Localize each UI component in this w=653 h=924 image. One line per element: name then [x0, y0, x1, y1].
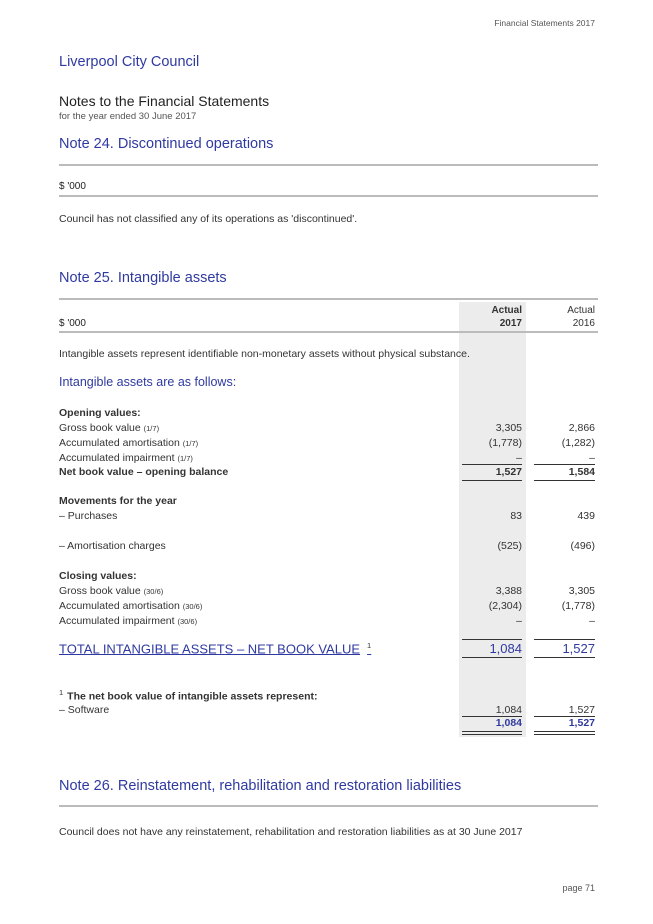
table-cell-2016: (1,778) — [561, 600, 595, 612]
note25-title: Note 25. Intangible assets — [59, 270, 227, 286]
opening-heading: Opening values: — [59, 407, 141, 419]
table-row-label: Accumulated impairment (1/7) — [59, 452, 193, 464]
note24-unit: $ '000 — [59, 181, 86, 192]
table-cell-2016: 439 — [577, 510, 595, 522]
movements-heading: Movements for the year — [59, 495, 177, 507]
table-cell-2016: 1,527 — [568, 704, 595, 716]
doc-title: Notes to the Financial Statements — [59, 93, 270, 109]
table-row-label: Accumulated amortisation (1/7) — [59, 437, 199, 449]
note26-title: Note 26. Reinstatement, rehabilitation and restoration liabilities — [59, 778, 462, 794]
total-label: TOTAL INTANGIBLE ASSETS – NET BOOK VALUE $^1$ — [59, 641, 372, 657]
doc-period: for the year ended 30 June 2017 — [59, 111, 197, 122]
table-cell-2017: 3,388 — [495, 585, 522, 597]
note25-intro: Intangible assets represent identifiable non-monetary assets without physical substance. — [59, 348, 470, 360]
opening-total-2016: 1,584 — [568, 466, 595, 478]
table-cell-2017: – — [516, 615, 522, 627]
table-cell-2016: – — [589, 615, 595, 627]
total-underline — [462, 731, 522, 732]
total-double-underline — [462, 734, 522, 735]
col-2017-line2: 2017 — [499, 318, 522, 329]
table-cell-2017: (2,304) — [488, 600, 522, 612]
subtotal-rule — [534, 464, 595, 465]
table-cell-2017: (525) — [497, 540, 522, 552]
footnote-heading: $^1$ The net book value of intangible assets represent: — [59, 688, 318, 703]
col-2016-line2: 2016 — [572, 318, 595, 329]
table-cell-2017: – — [516, 452, 522, 464]
total-2016: 1,527 — [562, 641, 595, 656]
divider — [59, 298, 598, 300]
table-cell-2016: (496) — [570, 540, 595, 552]
total-2017: 1,084 — [489, 641, 522, 656]
divider — [59, 331, 598, 333]
total-underline — [462, 480, 522, 481]
table-cell-2017: 3,305 — [495, 422, 522, 434]
note24-title: Note 24. Discontinued operations — [59, 136, 274, 152]
note25-unit: $ '000 — [59, 318, 86, 329]
table-row-label: Accumulated amortisation (30/6) — [59, 600, 203, 612]
table-row-label: Gross book value (30/6) — [59, 585, 164, 597]
divider — [59, 195, 598, 197]
total-underline — [534, 657, 595, 658]
total-double-underline — [534, 734, 595, 735]
table-cell-2017: 83 — [510, 510, 522, 522]
table-row-label: – Software — [59, 704, 110, 716]
table-row-label: – Purchases — [59, 510, 118, 522]
council-name: Liverpool City Council — [59, 54, 200, 70]
footnote-total-2017: 1,084 — [495, 717, 522, 729]
table-cell-2016: – — [589, 452, 595, 464]
table-cell-2016: 2,866 — [568, 422, 595, 434]
opening-total-label: Net book value – opening balance — [59, 466, 229, 478]
total-underline — [534, 480, 595, 481]
note24-text: Council has not classified any of its operations as 'discontinued'. — [59, 213, 358, 225]
divider — [59, 805, 598, 807]
col-2016-line1: Actual — [567, 305, 595, 316]
total-underline — [534, 731, 595, 732]
footnote-total-2016: 1,527 — [568, 717, 595, 729]
divider — [59, 164, 598, 166]
table-cell-2016: (1,282) — [561, 437, 595, 449]
table-cell-2017: (1,778) — [488, 437, 522, 449]
table-cell-2017: 1,084 — [495, 704, 522, 716]
running-header: Financial Statements 2017 — [494, 18, 595, 28]
closing-heading: Closing values: — [59, 570, 137, 582]
opening-total-2017: 1,527 — [495, 466, 522, 478]
total-underline — [462, 657, 522, 658]
note26-text: Council does not have any reinstatement, rehabilitation and restoration liabilities as at 30 June 2017 — [59, 826, 523, 838]
page-number: page 71 — [562, 883, 595, 893]
table-row-label: – Amortisation charges — [59, 540, 166, 552]
table-cell-2016: 3,305 — [568, 585, 595, 597]
note25-subheading: Intangible assets are as follows: — [59, 375, 237, 389]
subtotal-rule — [534, 639, 595, 640]
col-2017-line1: Actual — [491, 305, 522, 316]
table-row-label: Gross book value (1/7) — [59, 422, 160, 434]
table-row-label: Accumulated impairment (30/6) — [59, 615, 198, 627]
subtotal-rule — [462, 464, 522, 465]
subtotal-rule — [462, 639, 522, 640]
